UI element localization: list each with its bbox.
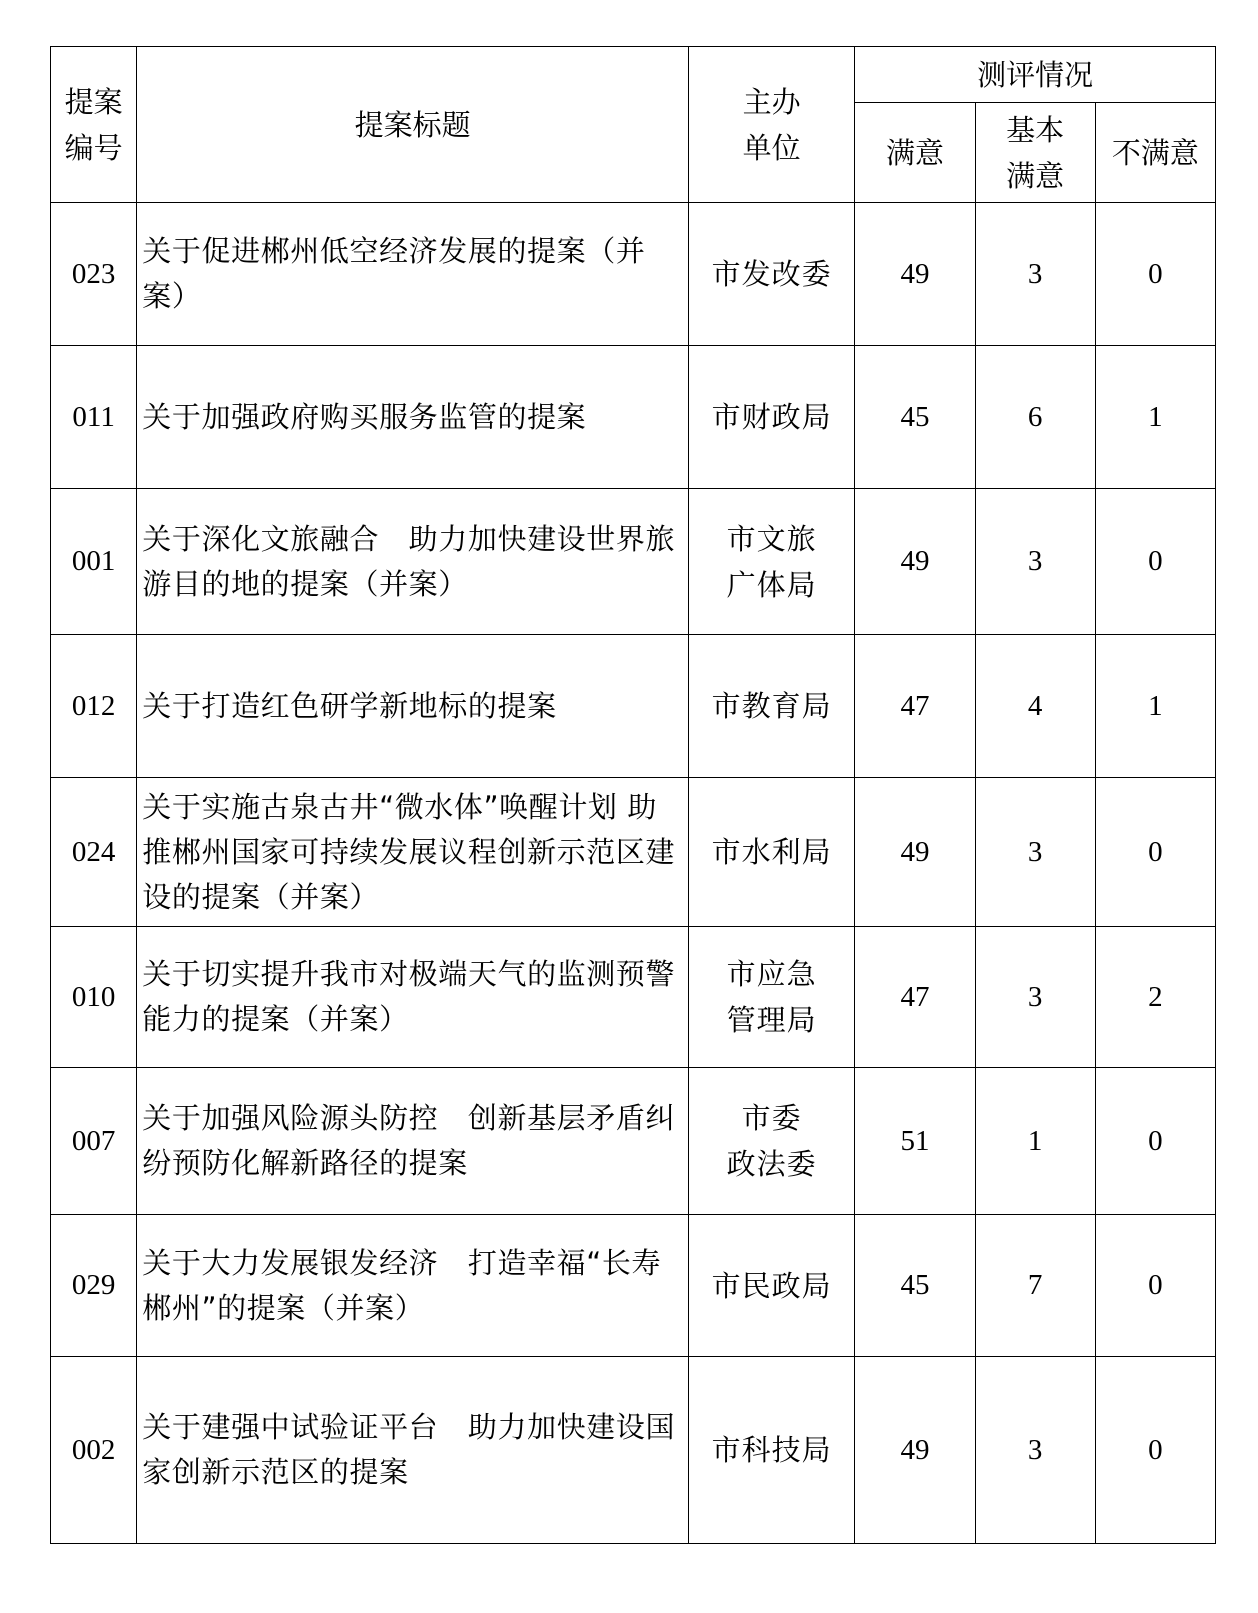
satisfied-count-cell: 49 bbox=[855, 203, 975, 346]
unsatisfied-count-cell: 1 bbox=[1095, 635, 1215, 778]
proposal-title-cell: 关于切实提升我市对极端天气的监测预警能力的提案（并案） bbox=[137, 927, 689, 1068]
proposal-id-cell: 029 bbox=[51, 1215, 137, 1357]
header-unsatisfied: 不满意 bbox=[1095, 103, 1215, 203]
table-row bbox=[51, 1068, 1216, 1215]
unsatisfied-count-cell: 0 bbox=[1095, 489, 1215, 635]
header-host-unit: 主办 单位 bbox=[688, 47, 854, 203]
table-row bbox=[51, 203, 1216, 346]
proposal-title-cell: 关于促进郴州低空经济发展的提案（并案） bbox=[137, 203, 689, 346]
unsatisfied-count-cell: 0 bbox=[1095, 1215, 1215, 1357]
unsatisfied-count-cell: 0 bbox=[1095, 778, 1215, 927]
proposal-title-cell: 关于深化文旅融合 助力加快建设世界旅游目的地的提案（并案） bbox=[137, 489, 689, 635]
unsatisfied-count-cell: 0 bbox=[1095, 203, 1215, 346]
basically-satisfied-count-cell: 1 bbox=[975, 1068, 1095, 1215]
proposal-id-cell: 007 bbox=[51, 1068, 137, 1215]
host-unit-cell bbox=[688, 1215, 854, 1357]
basically-satisfied-count-cell: 3 bbox=[975, 203, 1095, 346]
unsatisfied-count-cell: 2 bbox=[1095, 927, 1215, 1068]
table-header bbox=[51, 47, 1216, 203]
satisfied-count-cell: 51 bbox=[855, 1068, 975, 1215]
host-unit-line: 市教育局 bbox=[711, 689, 832, 723]
satisfied-count-cell: 49 bbox=[855, 489, 975, 635]
header-proposal-title: 提案标题 bbox=[137, 47, 689, 203]
proposal-id-cell: 010 bbox=[51, 927, 137, 1068]
table-row bbox=[51, 927, 1216, 1068]
proposal-title-cell: 关于加强政府购买服务监管的提案 bbox=[137, 346, 689, 489]
host-unit-line: 市应急 bbox=[726, 957, 817, 991]
table-row bbox=[51, 778, 1216, 927]
host-unit-cell bbox=[688, 635, 854, 778]
host-unit-cell bbox=[688, 778, 854, 927]
proposal-title-cell: 关于大力发展银发经济 打造幸福“长寿郴州”的提案（并案） bbox=[137, 1215, 689, 1357]
proposal-id-cell: 012 bbox=[51, 635, 137, 778]
header-satisfied: 满意 bbox=[855, 103, 975, 203]
proposal-id-cell: 011 bbox=[51, 346, 137, 489]
host-unit-line: 市财政局 bbox=[711, 400, 832, 434]
satisfied-count-cell: 47 bbox=[855, 635, 975, 778]
host-unit-cell bbox=[688, 346, 854, 489]
host-unit-cell bbox=[688, 203, 854, 346]
host-unit-cell bbox=[688, 1068, 854, 1215]
basically-satisfied-count-cell: 7 bbox=[975, 1215, 1095, 1357]
basically-satisfied-count-cell: 6 bbox=[975, 346, 1095, 489]
proposal-evaluation-table bbox=[50, 46, 1216, 1544]
satisfied-count-cell: 47 bbox=[855, 927, 975, 1068]
basically-satisfied-count-cell: 3 bbox=[975, 489, 1095, 635]
basically-satisfied-count-cell: 3 bbox=[975, 927, 1095, 1068]
table-row bbox=[51, 346, 1216, 489]
host-unit-line: 市文旅 bbox=[726, 521, 817, 556]
proposal-id-cell: 023 bbox=[51, 203, 137, 346]
proposal-id-cell: 024 bbox=[51, 778, 137, 927]
host-unit-line: 市民政局 bbox=[711, 1268, 832, 1303]
host-unit-line: 管理局 bbox=[726, 1003, 817, 1037]
proposal-title-cell: 关于打造红色研学新地标的提案 bbox=[137, 635, 689, 778]
proposal-title-cell: 关于实施古泉古井“微水体”唤醒计划 助推郴州国家可持续发展议程创新示范区建设的提案（并案） bbox=[137, 778, 689, 927]
host-unit-line: 市科技局 bbox=[711, 1433, 832, 1467]
host-unit-cell bbox=[688, 1357, 854, 1544]
table-body bbox=[51, 203, 1216, 1544]
unsatisfied-count-cell: 1 bbox=[1095, 346, 1215, 489]
host-unit-cell bbox=[688, 927, 854, 1068]
satisfied-count-cell: 45 bbox=[855, 1215, 975, 1357]
host-unit-cell bbox=[688, 489, 854, 635]
header-evaluation-group: 测评情况 bbox=[855, 47, 1216, 103]
basically-satisfied-count-cell: 3 bbox=[975, 1357, 1095, 1544]
proposal-title-cell: 关于建强中试验证平台 助力加快建设国家创新示范区的提案 bbox=[137, 1357, 689, 1544]
table-row bbox=[51, 489, 1216, 635]
basically-satisfied-count-cell: 3 bbox=[975, 778, 1095, 927]
header-basically-satisfied: 基本 满意 bbox=[975, 103, 1095, 203]
proposal-title-cell: 关于加强风险源头防控 创新基层矛盾纠纷预防化解新路径的提案 bbox=[137, 1068, 689, 1215]
table-row bbox=[51, 1215, 1216, 1357]
proposal-id-cell: 001 bbox=[51, 489, 137, 635]
host-unit-line: 政法委 bbox=[726, 1147, 817, 1181]
table-row bbox=[51, 1357, 1216, 1544]
satisfied-count-cell: 45 bbox=[855, 346, 975, 489]
unsatisfied-count-cell: 0 bbox=[1095, 1357, 1215, 1544]
unsatisfied-count-cell: 0 bbox=[1095, 1068, 1215, 1215]
satisfied-count-cell: 49 bbox=[855, 778, 975, 927]
header-proposal-id: 提案 编号 bbox=[51, 47, 137, 203]
host-unit-line: 市发改委 bbox=[711, 257, 832, 291]
host-unit-line: 市水利局 bbox=[711, 835, 832, 869]
host-unit-line: 广体局 bbox=[726, 567, 817, 602]
basically-satisfied-count-cell: 4 bbox=[975, 635, 1095, 778]
table-row bbox=[51, 635, 1216, 778]
proposal-id-cell: 002 bbox=[51, 1357, 137, 1544]
satisfied-count-cell: 49 bbox=[855, 1357, 975, 1544]
host-unit-line: 市委 bbox=[741, 1101, 802, 1135]
